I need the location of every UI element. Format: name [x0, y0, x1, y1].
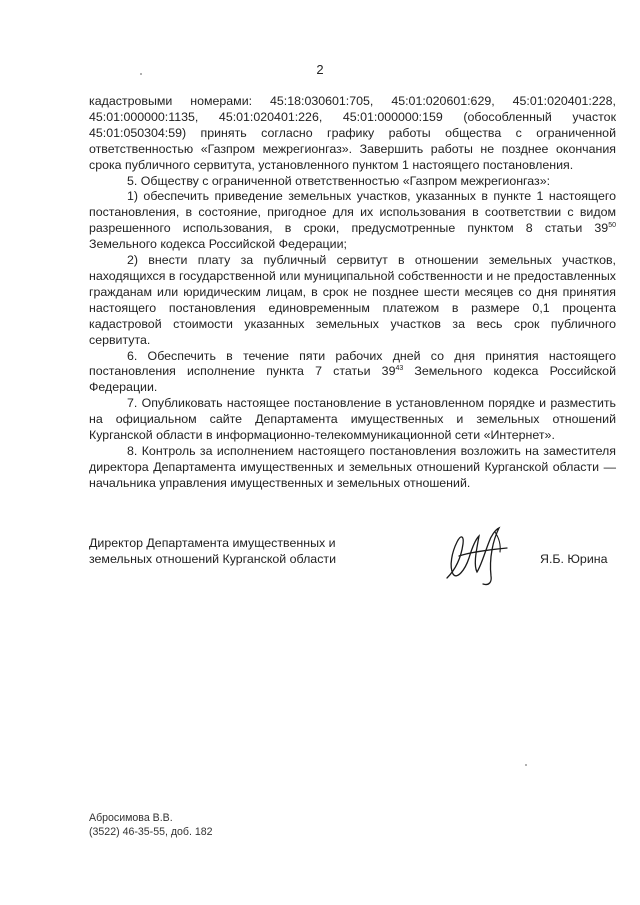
document-footer: [89, 812, 213, 839]
paragraph-text-tail: Земельного кодекса Российской Федерации.: [89, 364, 616, 395]
paragraph-text: 6. Обеспечить в течение пяти рабочих дней со дня принятия настоящего постановления исполнение пункта 7 статьи 39: [89, 348, 616, 379]
scan-speck: [140, 73, 142, 75]
paragraph-item-8: 8. Контроль за исполнением настоящего постановления возложить на заместителя директора Департамента имущественных и земельных отношений Курганской области — начальника управления имущественных и земельных отношений.: [89, 443, 616, 490]
handwritten-signature: [437, 518, 517, 590]
paragraph-item-5: 5. Обществу с ограниченной ответственностью «Газпром межрегионгаз»:: [127, 173, 551, 188]
paragraph-item-7: 7. Опубликовать настоящее постановление в установленном порядке и разместить на официальном сайте Департамента имущественных и земельных отношений Курганской области в информационно-телекоммуникационной сети «Интернет».: [89, 396, 616, 443]
paragraph-text-tail: Земельного кодекса Российской Федерации;: [89, 237, 347, 252]
paragraph-item-5-1: [89, 189, 616, 253]
author-phone: (3522) 46-35-55, доб. 182: [89, 825, 213, 838]
paragraph-text: 1) обеспечить приведение земельных участков, указанных в пункте 1 настоящего постановления, в состояние, пригодное для их использования в соответствии с видом разрешенного использования, в сроки, предусмотренные пунктом 8 статьи 39: [89, 189, 616, 236]
scan-speck: [525, 764, 527, 766]
signatory-title-line: Директор Департамента имущественных и: [89, 536, 336, 550]
paragraph-item-6: [89, 349, 616, 397]
page-number: 2: [316, 62, 324, 77]
paragraph-item-5-2: 2) внести плату за публичный сервитут в отношении земельных участков, находящихся в государственной или муниципальной собственности и не предоставленных гражданам или юридическим лицам, в срок не позднее шести месяцев со дня принятия настоящего постановления единовременным платежом в размере 0,1 процента кадастровой стоимости указанных земельных участков за весь срок публичного сервитута.: [89, 253, 616, 347]
document-body: [89, 94, 616, 492]
signatory-title: [89, 535, 336, 567]
article-superscript: 43: [395, 365, 404, 373]
paragraph-cadastral: кадастровыми номерами: 45:18:030601:705, 45:01:020601:629, 45:01:020401:228, 45:01:000000:1135, 45:01:020401:226, 45:01:000000:159 (обособленный участок 45:01:050304:59) принять согласно графику работы общества с ограниченной ответственностью «Газпром межрегионгаз». Завершить работы не позднее окончания срока публичного сервитута, установленного пунктом 1 настоящего постановления.: [89, 94, 616, 172]
author-name: Абросимова В.В.: [89, 812, 173, 824]
signatory-name: Я.Б. Юрина: [540, 552, 608, 566]
signatory-title-line: земельных отношений Курганской области: [89, 552, 336, 566]
article-superscript: 50: [608, 222, 616, 230]
